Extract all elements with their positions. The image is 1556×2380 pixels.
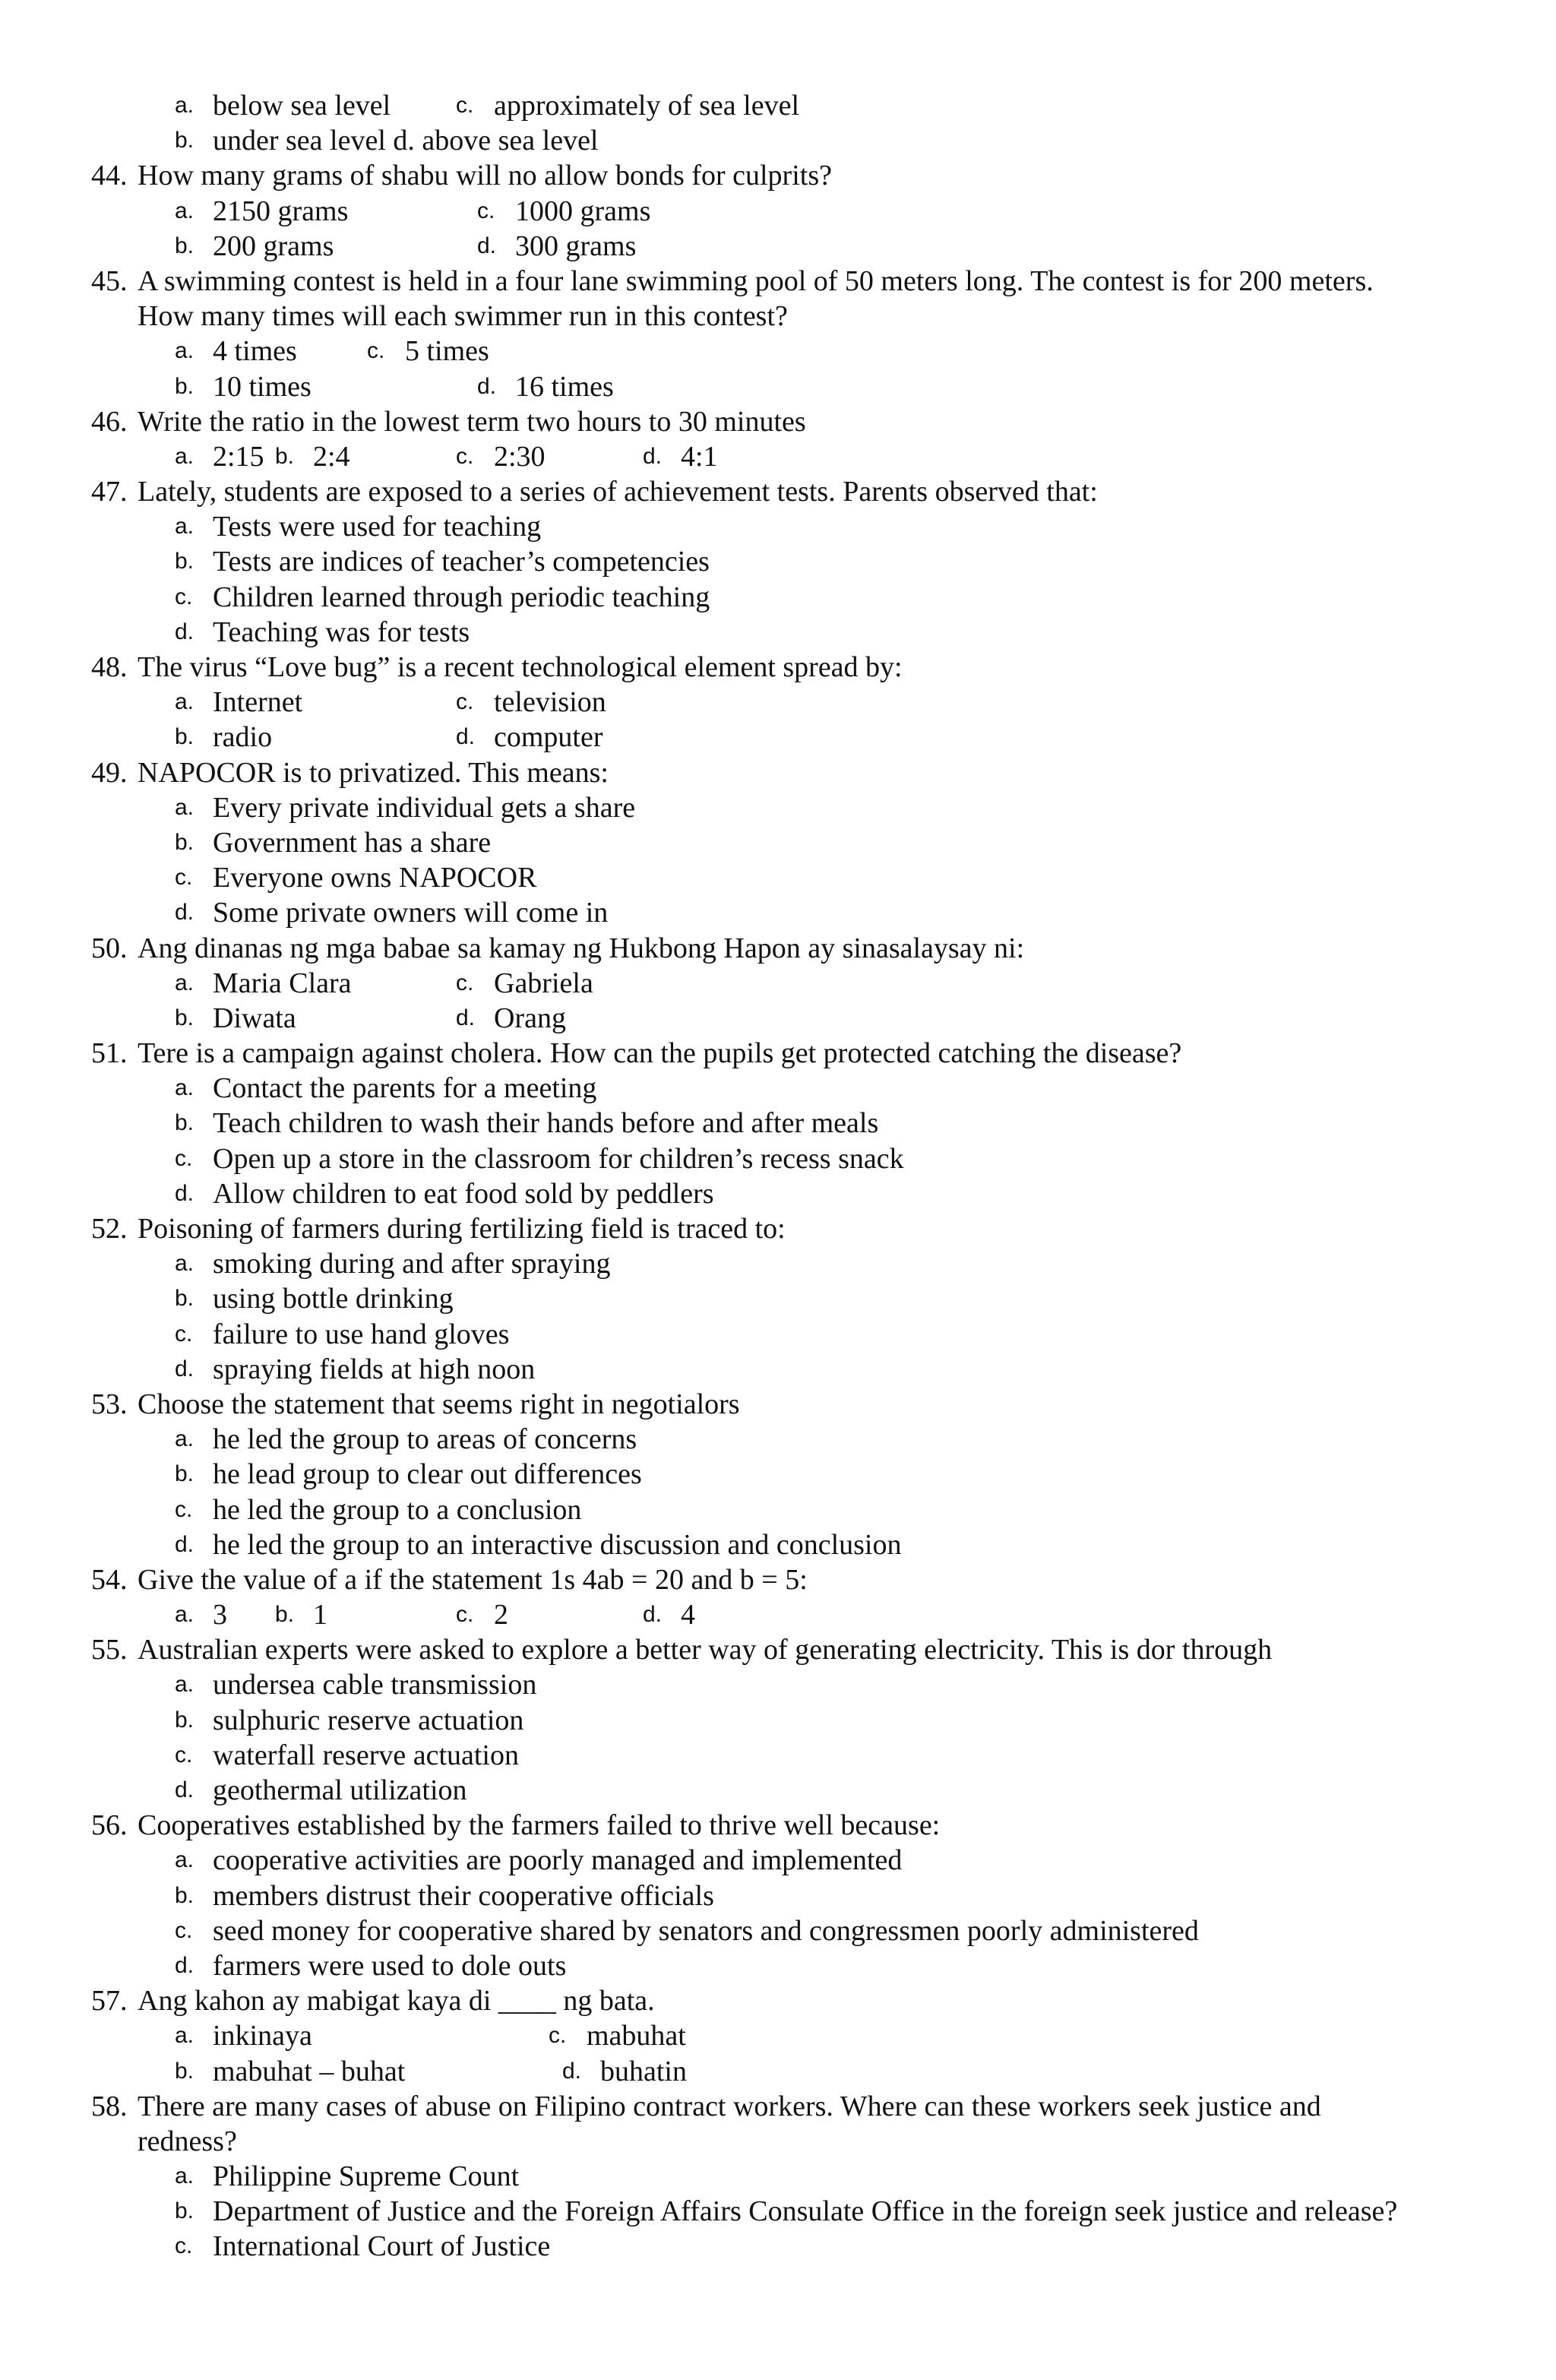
- question-stem: [0, 264, 1556, 299]
- question-stem: [0, 158, 1556, 193]
- option-row: [0, 966, 1556, 1001]
- question-text: The virus “Love bug” is a recent technological element spread by:: [138, 651, 903, 683]
- option-letter: d.: [456, 1005, 476, 1030]
- option-text: 4:1: [681, 440, 718, 473]
- option-text: 2: [494, 1599, 508, 1632]
- question-number: 50.: [91, 932, 128, 964]
- option-row: [0, 1001, 1556, 1036]
- question-number: 46.: [91, 405, 128, 438]
- option-row: [0, 369, 1556, 404]
- option-letter: c.: [175, 584, 193, 609]
- option-row: [0, 509, 1556, 544]
- option-letter: c.: [549, 2023, 567, 2049]
- option-letter: b.: [175, 1110, 194, 1136]
- question-text: Australian experts were asked to explore a better way of generating electricity. This is dor through: [138, 1634, 1273, 1666]
- option-letter: b.: [175, 724, 194, 750]
- option-text: 200 grams: [213, 229, 334, 262]
- option-letter: d.: [477, 233, 497, 258]
- option-text: International Court of Justice: [213, 2230, 551, 2263]
- option-text: Teach children to wash their hands before and after meals: [213, 1107, 879, 1140]
- question-text: Ang kahon ay mabigat kaya di ____ ng bata.: [138, 1985, 655, 2018]
- option-row: [0, 1738, 1556, 1773]
- option-letter: d.: [175, 1531, 194, 1557]
- option-text: Government has a share: [213, 826, 492, 859]
- option-letter: b.: [275, 443, 295, 469]
- question-text: There are many cases of abuse on Filipino contract workers. Where can these workers seek justice and: [138, 2090, 1321, 2122]
- option-text: spraying fields at high noon: [213, 1353, 536, 1385]
- option-row: [0, 2018, 1556, 2053]
- question-stem: [0, 1562, 1556, 1597]
- option-row: [0, 1703, 1556, 1738]
- option-text: Department of Justice and the Foreign Affairs Consulate Office in the foreign seek justice and release?: [213, 2195, 1398, 2228]
- option-letter: a.: [175, 443, 194, 469]
- option-row: [0, 334, 1556, 369]
- question-text: How many grams of shabu will no allow bonds for culprits?: [138, 160, 832, 192]
- option-letter: a.: [175, 689, 194, 715]
- option-letter: c.: [456, 689, 474, 715]
- option-letter: c.: [456, 93, 474, 118]
- option-text: he led the group to an interactive discussion and conclusion: [213, 1528, 902, 1561]
- option-text: computer: [494, 721, 603, 754]
- option-row: [0, 615, 1556, 650]
- option-text: under sea level d. above sea level: [213, 125, 599, 157]
- question-number: 48.: [91, 651, 128, 683]
- option-text: Maria Clara: [213, 967, 352, 999]
- question-text: A swimming contest is held in a four lane swimming pool of 50 meters long. The contest is for 200 meters.: [138, 264, 1374, 297]
- option-letter: b.: [175, 233, 194, 258]
- option-letter: b.: [175, 373, 194, 399]
- option-row: [0, 2054, 1556, 2089]
- option-letter: c.: [175, 1496, 193, 1522]
- option-text: 10 times: [213, 370, 312, 403]
- option-row: [0, 1106, 1556, 1141]
- question-stem: [0, 1983, 1556, 2018]
- question-list: [0, 88, 1556, 2264]
- option-letter: b.: [175, 1707, 194, 1733]
- option-letter: a.: [175, 1426, 194, 1452]
- option-letter: c.: [477, 198, 495, 223]
- question-number: 47.: [91, 476, 128, 508]
- option-text: Allow children to eat food sold by peddlers: [213, 1177, 714, 1210]
- option-letter: c.: [175, 1321, 193, 1347]
- option-letter: d.: [175, 1356, 194, 1381]
- option-text: Some private owners will come in: [213, 897, 609, 929]
- option-text: 2:15: [213, 440, 264, 473]
- question-stem: [0, 931, 1556, 966]
- option-letter: b.: [175, 1005, 194, 1030]
- option-row: [0, 580, 1556, 615]
- option-row: [0, 1176, 1556, 1211]
- option-letter: b.: [175, 2058, 194, 2084]
- option-row: [0, 1317, 1556, 1352]
- option-row: [0, 439, 1556, 474]
- option-text: seed money for cooperative shared by senators and congressmen poorly administered: [213, 1914, 1199, 1947]
- question-stem: [0, 755, 1556, 790]
- question-text: redness?: [138, 2125, 237, 2157]
- option-text: 3: [213, 1599, 227, 1632]
- question-number: 58.: [91, 2090, 128, 2122]
- option-letter: b.: [175, 2198, 194, 2224]
- option-text: Orang: [494, 1002, 566, 1034]
- option-row: [0, 1281, 1556, 1316]
- question-number: 57.: [91, 1985, 128, 2018]
- option-row: [0, 1773, 1556, 1808]
- option-letter: b.: [175, 1286, 194, 1312]
- question-number: 56.: [91, 1809, 128, 1842]
- option-row: [0, 895, 1556, 930]
- option-letter: a.: [175, 1672, 194, 1698]
- option-letter: a.: [175, 2163, 194, 2189]
- option-row: [0, 1457, 1556, 1492]
- option-text: Open up a store in the classroom for children’s recess snack: [213, 1142, 904, 1175]
- option-text: Contact the parents for a meeting: [213, 1072, 597, 1105]
- option-letter: d.: [175, 1952, 194, 1978]
- question-stem: [0, 1808, 1556, 1843]
- option-text: 2150 grams: [213, 195, 349, 227]
- option-letter: a.: [175, 2023, 194, 2049]
- option-row: [0, 1843, 1556, 1878]
- option-text: 1000 grams: [515, 195, 651, 227]
- option-text: Gabriela: [494, 967, 593, 999]
- option-text: television: [494, 686, 606, 719]
- question-stem-continued: [0, 299, 1556, 334]
- option-text: below sea level: [213, 90, 391, 122]
- option-row: [0, 88, 1556, 123]
- option-text: 1: [313, 1599, 327, 1632]
- option-letter: a.: [175, 338, 194, 364]
- question-number: 45.: [91, 264, 128, 297]
- option-letter: c.: [175, 1145, 193, 1171]
- option-text: Teaching was for tests: [213, 616, 470, 648]
- option-row: [0, 2159, 1556, 2194]
- option-text: cooperative activities are poorly managed and implemented: [213, 1844, 903, 1877]
- option-text: 2:4: [313, 440, 350, 473]
- option-text: Tests are indices of teacher’s competencies: [213, 546, 710, 578]
- option-text: Tests were used for teaching: [213, 511, 542, 543]
- option-text: inkinaya: [213, 2020, 312, 2052]
- question-number: 53.: [91, 1388, 128, 1420]
- option-letter: b.: [175, 829, 194, 855]
- question-stem: [0, 1632, 1556, 1667]
- option-letter: c.: [175, 865, 193, 891]
- option-letter: c.: [175, 1917, 193, 1943]
- option-text: farmers were used to dole outs: [213, 1949, 567, 1982]
- option-text: waterfall reserve actuation: [213, 1739, 519, 1771]
- option-text: smoking during and after spraying: [213, 1248, 611, 1280]
- option-row: [0, 123, 1556, 158]
- option-row: [0, 1948, 1556, 1983]
- option-letter: d.: [477, 373, 497, 399]
- option-letter: a.: [175, 1602, 194, 1628]
- question-stem: [0, 474, 1556, 509]
- option-text: buhatin: [600, 2055, 687, 2087]
- question-stem: [0, 2089, 1556, 2124]
- question-stem: [0, 1036, 1556, 1071]
- question-text: Give the value of a if the statement 1s 4ab = 20 and b = 5:: [138, 1563, 808, 1596]
- option-letter: a.: [175, 1251, 194, 1277]
- option-text: he lead group to clear out differences: [213, 1458, 642, 1491]
- option-row: [0, 1597, 1556, 1632]
- option-letter: a.: [175, 1847, 194, 1873]
- option-text: failure to use hand gloves: [213, 1318, 510, 1350]
- question-text: Lately, students are exposed to a series of achievement tests. Parents observed that:: [138, 476, 1098, 508]
- option-letter: a.: [175, 970, 194, 995]
- option-row: [0, 790, 1556, 825]
- question-text: Cooperatives established by the farmers failed to thrive well because:: [138, 1809, 941, 1842]
- option-text: 16 times: [515, 370, 614, 403]
- option-text: 2:30: [494, 440, 546, 473]
- option-letter: c.: [175, 1742, 193, 1768]
- option-letter: d.: [456, 724, 476, 750]
- option-letter: d.: [562, 2058, 582, 2084]
- option-text: using bottle drinking: [213, 1283, 454, 1315]
- option-letter: b.: [175, 1461, 194, 1487]
- option-letter: a.: [175, 1075, 194, 1101]
- option-text: approximately of sea level: [494, 90, 800, 122]
- question-number: 44.: [91, 160, 128, 192]
- option-text: Internet: [213, 686, 303, 719]
- question-text: Choose the statement that seems right in negotialors: [138, 1388, 740, 1420]
- option-letter: b.: [175, 549, 194, 574]
- option-row: [0, 194, 1556, 229]
- option-text: 5 times: [405, 335, 489, 368]
- option-letter: a.: [175, 93, 194, 118]
- question-number: 49.: [91, 756, 128, 789]
- option-row: [0, 1071, 1556, 1106]
- option-text: undersea cable transmission: [213, 1669, 537, 1701]
- option-letter: d.: [175, 900, 194, 926]
- option-letter: c.: [367, 338, 385, 364]
- option-letter: c.: [456, 1602, 474, 1628]
- question-number: 54.: [91, 1563, 128, 1596]
- question-text: Ang dinanas ng mga babae sa kamay ng Hukbong Hapon ay sinasalaysay ni:: [138, 932, 1025, 964]
- option-letter: c.: [456, 970, 474, 995]
- question-number: 52.: [91, 1213, 128, 1245]
- question-text: How many times will each swimmer run in this contest?: [138, 300, 788, 333]
- option-row: [0, 2194, 1556, 2229]
- option-text: geothermal utilization: [213, 1774, 467, 1806]
- option-text: sulphuric reserve actuation: [213, 1704, 524, 1736]
- option-row: [0, 1246, 1556, 1281]
- option-letter: c.: [175, 2233, 193, 2259]
- option-row: [0, 825, 1556, 860]
- question-text: NAPOCOR is to privatized. This means:: [138, 756, 609, 789]
- option-letter: d.: [643, 1602, 663, 1628]
- option-letter: b.: [175, 128, 194, 153]
- option-text: radio: [213, 721, 273, 754]
- option-text: Children learned through periodic teaching: [213, 581, 710, 613]
- option-text: Philippine Supreme Count: [213, 2160, 520, 2193]
- option-text: he led the group to a conclusion: [213, 1493, 582, 1526]
- option-row: [0, 860, 1556, 895]
- option-text: 4: [681, 1599, 695, 1632]
- option-row: [0, 544, 1556, 579]
- option-letter: d.: [175, 619, 194, 644]
- question-text: Write the ratio in the lowest term two hours to 30 minutes: [138, 405, 806, 438]
- option-text: he led the group to areas of concerns: [213, 1423, 637, 1456]
- option-letter: c.: [456, 443, 474, 469]
- question-stem: [0, 1211, 1556, 1246]
- option-row: [0, 1492, 1556, 1527]
- option-row: [0, 2229, 1556, 2264]
- option-text: 4 times: [213, 335, 297, 368]
- option-row: [0, 1422, 1556, 1457]
- option-text: Diwata: [213, 1002, 296, 1034]
- option-text: 300 grams: [515, 229, 637, 262]
- option-letter: d.: [175, 1180, 194, 1206]
- option-row: [0, 685, 1556, 720]
- option-row: [0, 1667, 1556, 1702]
- option-text: members distrust their cooperative officials: [213, 1879, 714, 1912]
- option-row: [0, 229, 1556, 264]
- option-row: [0, 1141, 1556, 1176]
- question-number: 55.: [91, 1634, 128, 1666]
- option-row: [0, 1878, 1556, 1913]
- option-row: [0, 1913, 1556, 1948]
- question-text: Tere is a campaign against cholera. How can the pupils get protected catching the disease?: [138, 1037, 1182, 1070]
- option-letter: d.: [175, 1777, 194, 1802]
- option-letter: a.: [175, 198, 194, 223]
- option-row: [0, 720, 1556, 755]
- question-stem: [0, 1387, 1556, 1422]
- option-letter: b.: [175, 1882, 194, 1908]
- option-text: mabuhat: [587, 2020, 686, 2052]
- option-row: [0, 1527, 1556, 1562]
- question-number: 51.: [91, 1037, 128, 1070]
- option-text: Every private individual gets a share: [213, 791, 636, 824]
- question-stem: [0, 404, 1556, 439]
- option-letter: a.: [175, 514, 194, 540]
- question-stem: [0, 650, 1556, 685]
- option-letter: a.: [175, 794, 194, 820]
- option-row: [0, 1352, 1556, 1387]
- option-text: Everyone owns NAPOCOR: [213, 862, 537, 894]
- question-stem-continued: [0, 2124, 1556, 2159]
- question-text: Poisoning of farmers during fertilizing field is traced to:: [138, 1213, 786, 1245]
- option-text: mabuhat – buhat: [213, 2055, 406, 2087]
- option-letter: b.: [275, 1602, 295, 1628]
- option-letter: d.: [643, 443, 663, 469]
